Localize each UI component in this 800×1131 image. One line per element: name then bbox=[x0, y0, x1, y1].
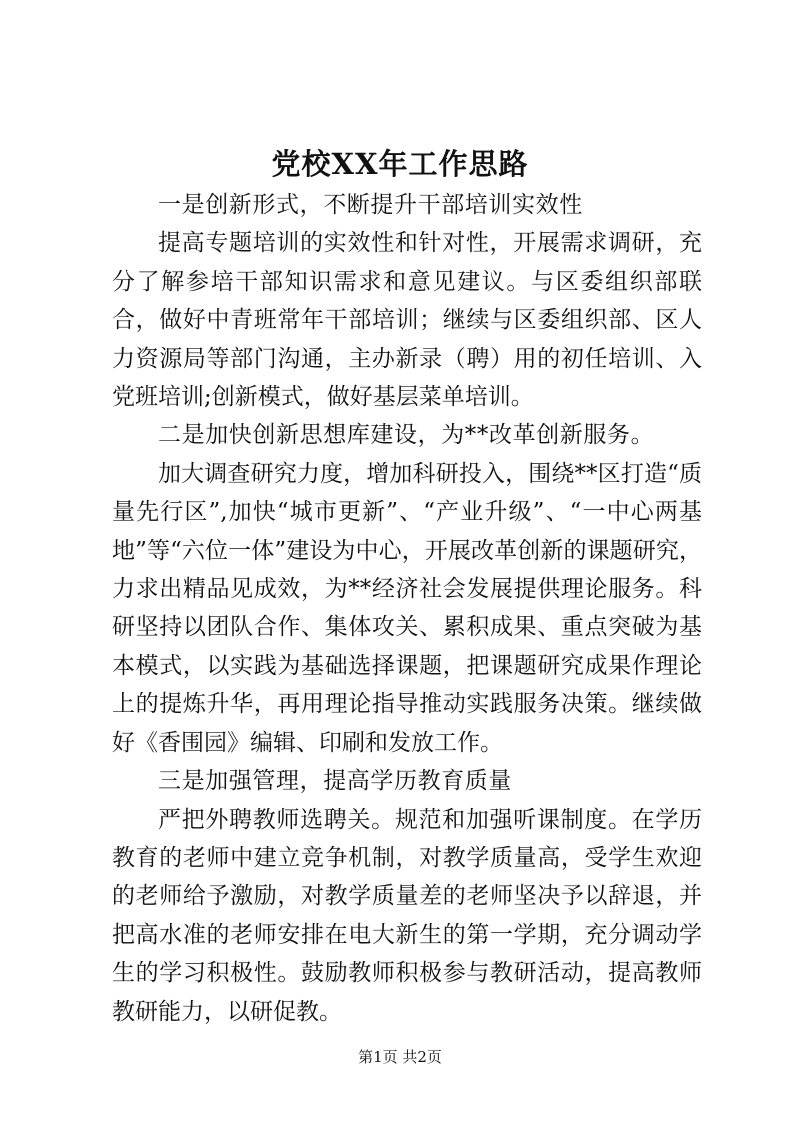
paragraph-3: 严把外聘教师选聘关。规范和加强听课制度。在学历教育的老师中建立竞争机制，对教学质量高，受学生欢迎的老师给予激励，对教学质量差的老师坚决予以辞退，并把高水准的老师安排在电大新生的第一学期，充分调动学生的学习积极性。鼓励教师积极参与教研活动，提高教师教研能力，以研促教。 bbox=[112, 806, 702, 1025]
page-footer: 第1页 共2页 bbox=[358, 1048, 442, 1066]
section-heading-2: 二是加快创新思想库建设，为**改革创新服务。 bbox=[158, 422, 655, 449]
section-heading-1: 一是创新形式，不断提升干部培训实效性 bbox=[158, 192, 583, 218]
section-heading-3: 三是加强管理，提高学历教育质量 bbox=[158, 768, 512, 795]
document-body bbox=[112, 186, 702, 1031]
paragraph-2: 加大调查研究力度，增加科研投入，围绕**区打造“质量先行区”,加快“城市更新”、“产业升级”、“一中心两基地”等“六位一体”建设为中心，开展改革创新的课题研究，力求出精品见成效，为**经济社会发展提供理论服务。科研坚持以团队合作、集体攻关、累积成果、重点突破为基本模式，以实践为基础选择课题，把课题研究成果作理论上的提炼升华，再用理论指导推动实践服务决策。继续做好《香围园》编辑、印刷和发放工作。 bbox=[112, 460, 702, 756]
document-title: 党校XX年工作思路 bbox=[271, 147, 529, 181]
paragraph-1: 提高专题培训的实效性和针对性，开展需求调研，充分了解参培干部知识需求和意见建议。与区委组织部联合，做好中青班常年干部培训；继续与区委组织部、区人力资源局等部门沟通，主办新录（聘）用的初任培训、入党班培训;创新模式，做好基层菜单培训。 bbox=[112, 230, 702, 411]
